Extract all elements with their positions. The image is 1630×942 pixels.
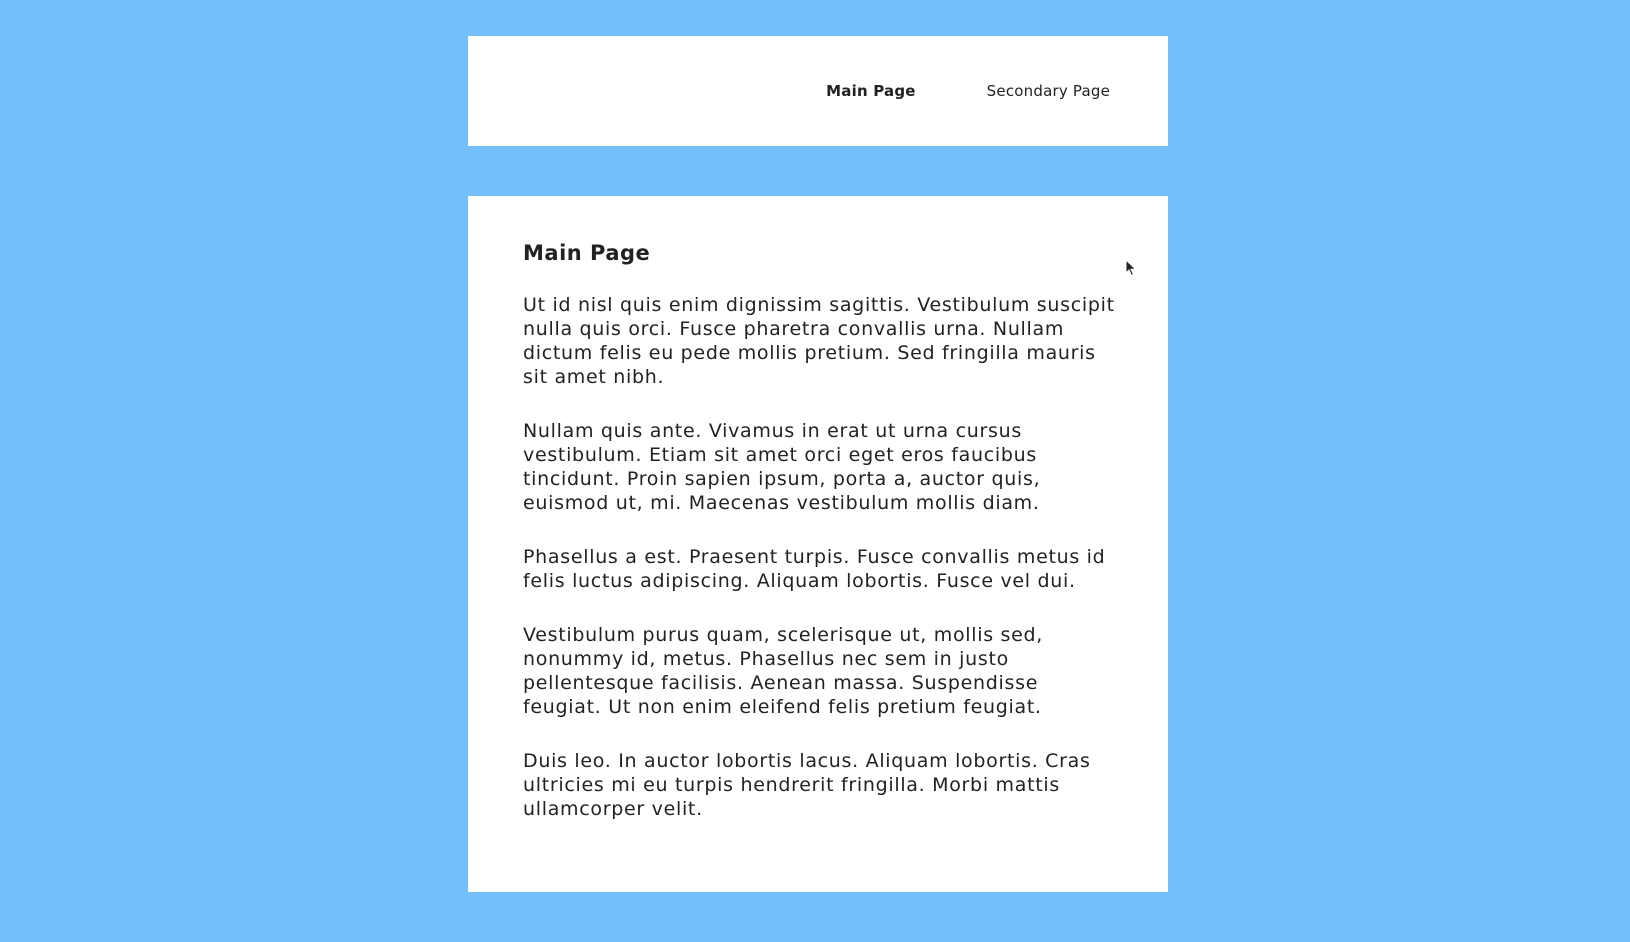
nav-link-main-page[interactable]: Main Page <box>826 82 916 100</box>
mouse-pointer-icon <box>1125 259 1137 277</box>
header-bar <box>468 36 1168 146</box>
page-title: Main Page <box>523 241 651 265</box>
content-card <box>468 196 1168 892</box>
paragraph-2: Nullam quis ante. Vivamus in erat ut urna cursus vestibulum. Etiam sit amet orci eget eros faucibus tincidunt. Proin sapien ipsum, porta a, auctor quis, euismod ut, mi. Maecenas vestibulum mollis diam. <box>523 420 1041 514</box>
paragraph-3: Phasellus a est. Praesent turpis. Fusce convallis metus id felis luctus adipiscing. Aliquam lobortis. Fusce vel dui. <box>523 546 1106 592</box>
paragraph-5: Duis leo. In auctor lobortis lacus. Aliquam lobortis. Cras ultricies mi eu turpis hendrerit fringilla. Morbi mattis ullamcorper velit. <box>523 750 1091 820</box>
paragraph-4: Vestibulum purus quam, scelerisque ut, mollis sed, nonummy id, metus. Phasellus nec sem in justo pellentesque facilisis. Aenean massa. Suspendisse feugiat. Ut non enim eleifend felis pretium feugiat. <box>523 624 1044 718</box>
paragraph-1: Ut id nisl quis enim dignissim sagittis. Vestibulum suscipit nulla quis orci. Fusce pharetra convallis urna. Nullam dictum felis eu pede mollis pretium. Sed fringilla mauris sit amet nibh. <box>523 294 1115 388</box>
nav-link-secondary-page[interactable]: Secondary Page <box>986 82 1110 100</box>
main-navigation <box>826 36 1110 146</box>
content-body <box>523 240 1123 821</box>
